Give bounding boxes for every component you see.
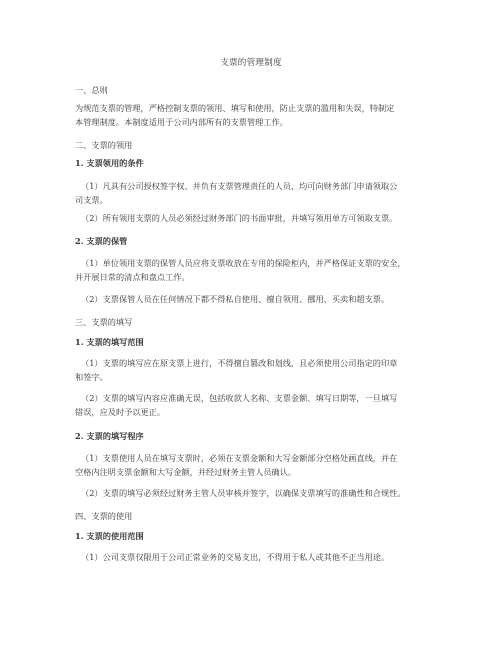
section-heading-collection: 二、支票的领用 [75,140,133,150]
subsection-title: 1. 支票的使用范围 [75,531,144,541]
item-line: （1）公司支票仅限用于公司正常业务的交易支出，不得用于私人或其他不正当用途。 [81,552,390,562]
subsection-title: 1. 支票领用的条件 [75,158,144,168]
subsection-title: 2. 支票的保管 [75,236,128,246]
item-line: （1）凡具有公司授权签字权、并负有支票管理责任的人员，均可向财务部门申请领取公 [81,181,398,191]
section-heading-usage: 四、支票的使用 [75,511,133,521]
item-line: （2）支票的填写必须经过财务主管人员审核并签字，以确保支票填写的准确性和合规性。 [81,488,406,498]
item-line: 司支票。 [75,195,108,205]
subsection-title: 2. 支票的填写程序 [75,431,144,441]
section-heading-filling: 三、支票的填写 [75,317,133,327]
item-line: （2）所有领用支票的人员必须经过财务部门的书面审批，并填写领用单方可领取支票。 [81,213,398,223]
item-line: （1）单位领用支票的保管人员应将支票收放在专用的保险柜内，并严格保证支票的安全， [81,258,406,268]
item-line: 错误，应及时予以更正。 [75,407,166,417]
item-line: 空格内注明支票金额和大写金额，并经过财务主管人员确认。 [75,467,297,477]
paragraph-line: 本管理制度。本制度适用于公司内部所有的支票管理工作。 [75,117,288,127]
item-line: （2）支票保管人员在任何情况下都不得私自使用、擅自领用、挪用、买卖和超支票。 [81,294,390,304]
paragraph-line: 为规范支票的管理，严格控制支票的领用、填写和使用，防止支票的滥用和失误，特制定 [75,103,395,113]
document-title: 支票的管理制度 [220,58,282,68]
item-line: 并开展日常的清点和盘点工作。 [75,272,190,282]
item-line: 和签字。 [75,372,108,382]
item-line: （2）支票的填写内容应准确无误，包括收款人名称、支票金额、填写日期等，一旦填写 [81,393,398,403]
item-line: （1）支票使用人员在填写支票时，必须在支票金额和大写金额部分空格处画直线，并在 [81,453,398,463]
subsection-title: 1. 支票的填写范围 [75,337,144,347]
section-heading-general: 一、总则 [75,85,108,95]
item-line: （1）支票的填写应在原支票上进行，不得擅自篡改和划线，且必须使用公司指定的印章 [81,358,398,368]
